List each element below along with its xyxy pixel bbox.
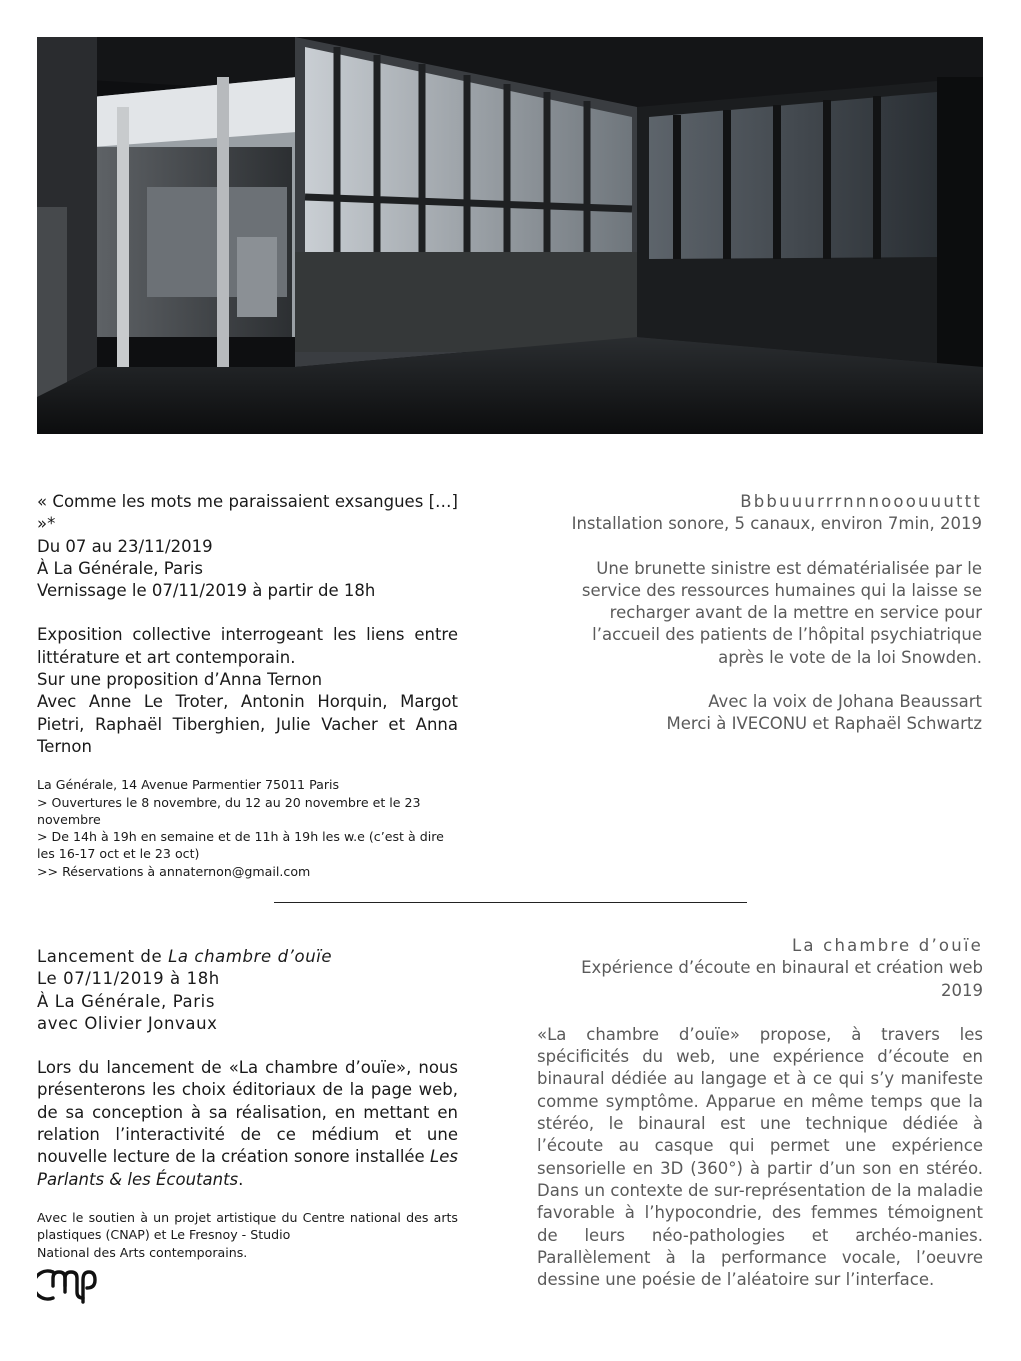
exhibition-opening: Vernissage le 07/11/2019 à partir de 18h [37,581,376,601]
exhibition-dates: Du 07 au 23/11/2019 [37,536,213,556]
support-credit-end: National des Arts contemporains. [37,1244,248,1260]
reservation-contact: >> Réservations à annaternon@gmail.com [37,863,311,879]
exhibition-info [37,491,458,880]
artwork-description: Une brunette sinistre est dématérialisée par le service des ressources humaines qui la laisse se recharger avant de la mettre en service pour l’accueil des patients de l’hôpital psychiatrique après le vote de la loi Snowden. [581,558,982,667]
artwork-title: La chambre d’ouïe [792,936,983,955]
exhibition-curator: Sur une proposition d’Anna Ternon [37,670,323,690]
launch-info [37,946,458,1261]
exhibition-photo [37,37,983,434]
launch-heading [37,946,458,968]
exhibition-venue: À La Générale, Paris [37,558,204,578]
artwork-subtitle: Expérience d’écoute en binaural et création web [581,958,983,978]
opening-hours: > De 14h à 19h en semaine et de 11h à 19h les w.e (c’est à dire les 16-17 oct et le 23 oct) [37,829,444,862]
support-credit: Avec le soutien à un projet artistique du Centre national des arts plastiques (CNAP) et Le Fresnoy - Studio [37,1209,458,1243]
launch-venue: À La Générale, Paris [37,991,216,1011]
launch-description-end: . [238,1169,244,1189]
venue-address: La Générale, 14 Avenue Parmentier 75011 Paris [37,777,340,793]
launch-title: La chambre d’ouïe [168,947,333,966]
launch-prefix: Lancement de [37,947,169,966]
launch-date: Le 07/11/2019 à 18h [37,969,220,989]
artwork-title: Bbbuuurrrnnnooouuuttt [740,492,982,511]
opening-days: > Ouvertures le 8 novembre, du 12 au 20 novembre et le 23 novembre [37,794,421,827]
exhibition-title: « Comme les mots me paraissaient exsangues […] »* [37,492,458,534]
exhibition-description: Exposition collective interrogeant les liens entre littérature et art contemporain. [37,625,458,667]
exhibition-artists: Avec Anne Le Troter, Antonin Horquin, Margot Pietri, Raphaël Tiberghien, Julie Vacher et Anna Ternon [37,692,458,756]
cnap-logo [37,1266,97,1304]
launch-description-work: Les Parlants & les Écoutants [37,1147,458,1189]
launch-description-main: Lors du lancement de «La chambre d’ouïe», nous présenterons les choix éditoriaux de la page web, de sa conception à sa réalisation, en mettant en relation l’interactivité de ce médium et une nouvelle lecture de la création sonore installée [37,1058,458,1167]
artwork-subtitle: Installation sonore, 5 canaux, environ 7min, 2019 [571,514,982,534]
section-divider [274,902,747,903]
launch-description [37,1057,458,1191]
artwork-credit-thanks: Merci à IVECONU et Raphaël Schwartz [666,714,982,734]
artwork-description: «La chambre d’ouïe» propose, à travers les spécificités du web, une expérience d’écoute en binaural dédiée au langage et à ce qui s’y manifeste comme symptôme. Apparue en même temps que la stéréo, le binaural est une technique dédiée à l’écoute au casque qui permet une expérience sensorielle en 3D (360°) à partir d’un son en stéréo. Dans un contexte de sur-représentation de la maladie favorable à l’hypocondrie, des femmes témoignent de leurs néo-pathologies et archéo-manies. Parallèlement à la performance vocale, l’oeuvre dessine une poésie de l’aléatoire sur l’interface. [537,1024,983,1290]
artwork-info-chambre [537,935,983,1291]
artwork-credit-voice: Avec la voix de Johana Beaussart [708,692,982,712]
artwork-year: 2019 [941,980,983,1000]
artwork-info-burnout [548,491,982,736]
launch-guest: avec Olivier Jonvaux [37,1013,218,1033]
